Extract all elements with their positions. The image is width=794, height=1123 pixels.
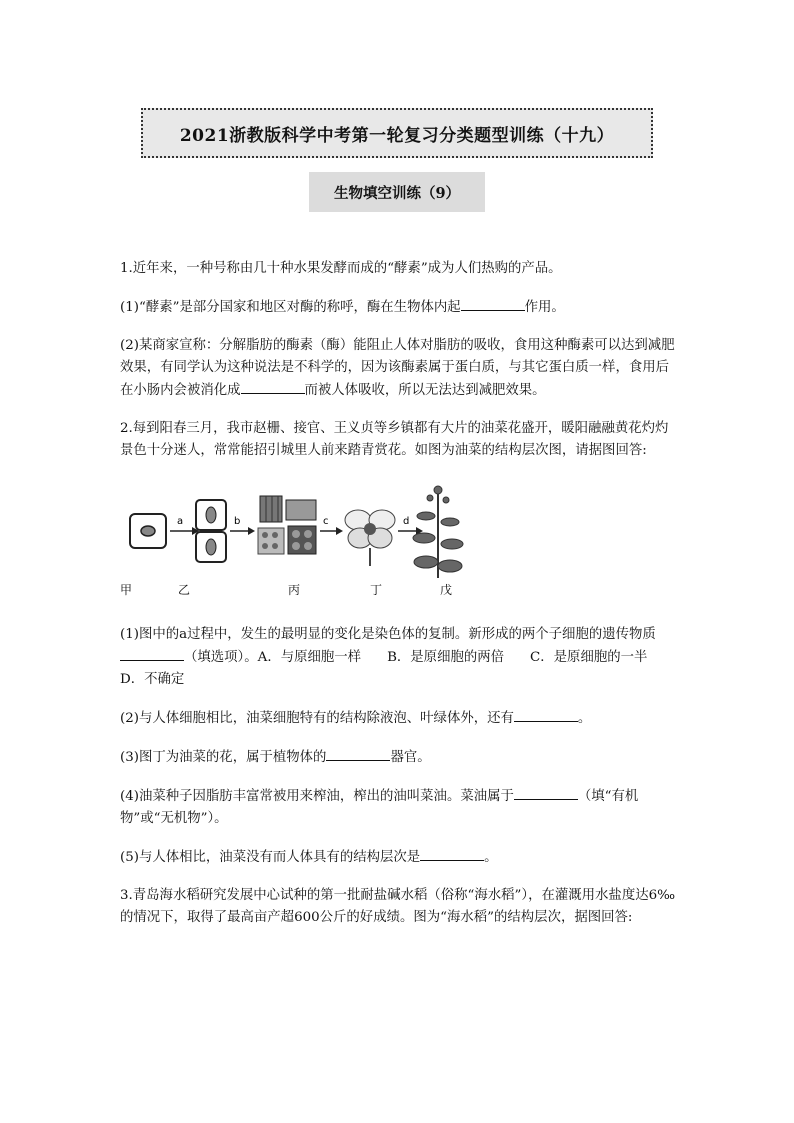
q2-p1-option-d: D．不确定 <box>120 672 185 687</box>
answer-blank[interactable] <box>120 646 184 661</box>
q2-p4-tail: （填“有机物”或“无机物”）。 <box>120 789 639 826</box>
q2-part-4 <box>120 785 680 830</box>
q2-part-5 <box>120 846 680 869</box>
arrow-label-b: b <box>234 516 241 527</box>
structure-level-figure <box>120 482 500 598</box>
q2-p2-text: (2)与人体细胞相比，油菜细胞特有的结构除液泡、叶绿体外，还有 <box>120 711 514 726</box>
q2-p1-option-a: （填选项）。A．与原细胞一样 <box>184 650 362 665</box>
figure-label-ding: 丁 <box>370 583 383 597</box>
q2-p1-option-b: B．是原细胞的两倍 <box>387 650 505 665</box>
q1-p1-text: (1)“酵素”是部分国家和地区对酶的称呼，酶在生物体内起 <box>120 300 461 315</box>
page-title: 2021浙教版科学中考第一轮复习分类题型训练（十九） <box>141 108 653 158</box>
answer-blank[interactable] <box>514 785 578 800</box>
nucleus-icon <box>141 526 155 536</box>
q2-p5-tail: 。 <box>484 850 498 865</box>
q2-p4-text: (4)油菜种子因脂肪丰富常被用来榨油，榨出的油叫菜油。菜油属于 <box>120 789 514 804</box>
q2-p2-tail: 。 <box>577 711 592 726</box>
page-subtitle: 生物填空训练（9） <box>309 172 485 212</box>
q1-p2-tail: 而被人体吸收，所以无法达到减肥效果。 <box>304 383 546 398</box>
answer-blank[interactable] <box>420 846 484 861</box>
question-2-3-body <box>120 624 680 945</box>
q1-stem: 1.近年来，一种号称由几十种水果发酵而成的“酵素”成为人们热购的产品。 <box>120 261 562 276</box>
q2-p1-text: (1)图中的a过程中，发生的最明显的变化是染色体的复制。新形成的两个子细胞的遗传物质 <box>120 627 656 642</box>
q1-p1-tail: 作用。 <box>524 300 565 315</box>
question-1-2-body <box>120 258 680 478</box>
q1-p2-text: (2)某商家宣称：分解脂肪的酶素（酶）能阻止人体对脂肪的吸收，食用这种酶素可以达到减肥效果，有同学认为这种说法是不科学的，因为该酶素属于蛋白质，与其它蛋白质一样，食用后在小肠内会被消化成 <box>120 338 675 398</box>
answer-blank[interactable] <box>241 379 305 394</box>
arrow-label-d: d <box>403 516 410 527</box>
q1-part-2 <box>120 335 680 402</box>
q2-part-2 <box>120 707 680 730</box>
answer-blank[interactable] <box>461 296 525 311</box>
flower-icon <box>345 510 395 566</box>
tissue-mechanical-icon <box>288 526 316 554</box>
arrow-label-a: a <box>177 516 184 527</box>
tissue-vascular-icon <box>260 496 282 522</box>
q2-p5-text: (5)与人体相比，油菜没有而人体具有的结构层次是 <box>120 850 421 865</box>
q2-part-1 <box>120 624 680 691</box>
q3-stem: 3.青岛海水稻研究发展中心试种的第一批耐盐碱水稻（俗称“海水稻”），在灌溉用水盐度达6‰的情况下，取得了最高亩产超600公斤的好成绩。图为“海水稻”的结构层次，据图回答: <box>120 888 676 925</box>
answer-blank[interactable] <box>514 707 578 722</box>
q2-p3-tail: 器官。 <box>390 750 431 765</box>
figure-label-jia: 甲 <box>120 583 133 597</box>
tissue-parenchyma-icon <box>258 528 284 554</box>
figure-label-yi: 乙 <box>178 583 191 597</box>
q2-part-3 <box>120 746 680 769</box>
q1-part-1 <box>120 296 680 319</box>
tissue-protective-icon <box>286 500 316 520</box>
q2-stem: 2.每到阳春三月，我市赵栅、接官、王义贞等乡镇都有大片的油菜花盛开，暖阳融融黄花灼灼景色十分迷人，常常能招引城里人前来踏青赏花。如图为油菜的结构层次图，请据图回答: <box>120 421 669 458</box>
figure-label-bing: 丙 <box>288 583 301 597</box>
figure-label-wu: 戊 <box>440 583 453 597</box>
q2-p1-option-c: C．是原细胞的一半 <box>530 650 648 665</box>
answer-blank[interactable] <box>326 746 390 761</box>
q2-p3-text: (3)图丁为油菜的花，属于植物体的 <box>120 750 327 765</box>
arrow-label-c: c <box>323 516 329 527</box>
structure-level-diagram <box>120 482 500 582</box>
